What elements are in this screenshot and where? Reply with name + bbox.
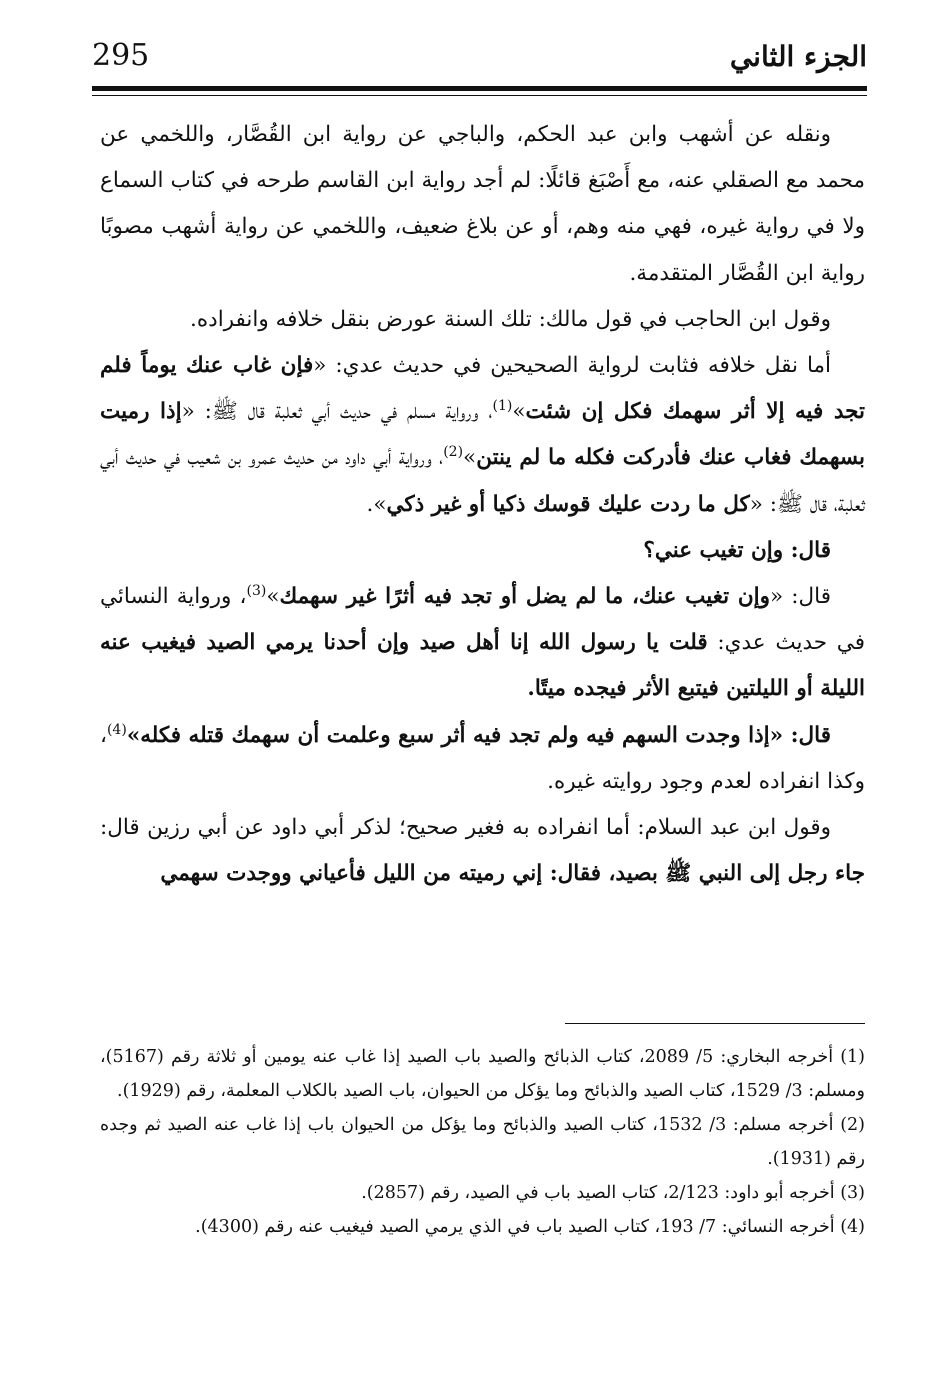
footnote-number: (4) [840, 1217, 865, 1237]
text-run: ، وكذا انفراده لعدم وجود روايته غيره. [100, 722, 865, 794]
hadith-quote: وإن تغيب عنك، ما لم يضل أو تجد فيه أثرًا غير سهمك [279, 584, 771, 610]
text-run: » [266, 584, 280, 610]
footnote-ref: (4) [106, 721, 127, 738]
footnote-text: أخرجه النسائي: 7/ 193، كتاب الصيد باب في الذي يرمي الصيد فيغيب عنه رقم (4300). [195, 1217, 835, 1237]
paragraph-2: وقول ابن الحاجب في قول مالك: تلك السنة عورض بنقل خلافه وانفراده. [190, 306, 831, 332]
footnote-separator [565, 1023, 865, 1024]
footnote-4 [100, 1210, 865, 1244]
footnote-number: (2) [840, 1115, 865, 1135]
running-title: الجزء الثاني [729, 40, 867, 73]
header-rule-thick [92, 86, 867, 91]
text-run: » [463, 445, 477, 471]
text-run: » [512, 399, 526, 425]
hadith-quote: فإن غاب عنك يوماً فلم تجد فيه إلا أثر سهمك فكل إن شئت [100, 353, 865, 425]
text-run: ». [366, 491, 387, 517]
page-header [92, 28, 867, 90]
paragraph-4 [100, 528, 865, 574]
hadith-quote: قلت يا رسول الله إنا أهل صيد وإن أحدنا يرمي الصيد فيغيب عنه الليلة أو الليلتين فيتبع الأثر فيجده ميتًا. [100, 630, 865, 702]
paragraph-1: ونقله عن أشهب وابن عبد الحكم، والباجي عن رواية ابن القُصَّار، واللخمي عن محمد مع الصقلي عنه، مع أَصْبَغ قائلًا: لم أجد رواية ابن القاسم طرحه في كتاب السماع ولا في رواية غيره، فهي منه وهم، أو عن بلاغ ضعيف، واللخمي عن رواية أشهب مصوبًا رواية ابن القُصَّار المتقدمة. [100, 122, 865, 286]
footnote-text: أخرجه مسلم: 3/ 1532، كتاب الصيد والذبائح وما يؤكل من الحيوان باب إذا غاب عنه الصيد ثم وجده رقم (1931). [100, 1115, 865, 1169]
footnote-text: أخرجه البخاري: 5/ 2089، كتاب الذبائح والصيد باب الصيد إذا غاب عنه يومين أو ثلاثة رقم (5167)، ومسلم: 3/ 1529، كتاب الصيد والذبائح وما يؤكل من الحيوان، باب الصيد بالكلاب المعلمة، رقم (1929). [100, 1047, 865, 1101]
text-run: ، ورواية النسائي في حديث عدي: [100, 584, 866, 656]
footnote-ref: (3) [246, 582, 267, 599]
footnote-number: (1) [840, 1047, 865, 1067]
footnotes [100, 1040, 865, 1244]
paragraph-6 [100, 713, 865, 805]
page-number: 295 [92, 38, 150, 73]
paragraph-5 [100, 574, 865, 713]
footnote-2 [100, 1108, 865, 1176]
text-run: ، ورواية مسلم في حديث أبي ثعلبة قال ﷺ: « [181, 399, 493, 425]
paragraph-3 [100, 343, 865, 528]
main-text [100, 112, 865, 897]
header-rule-thin [92, 95, 867, 96]
hadith-quote: إذا رميت بسهمك فغاب عنك فأدركت فكله ما لم ينتن [100, 399, 865, 471]
hadith-quote: قال: «إذا وجدت السهم فيه ولم تجد فيه أثر سبع وعلمت أن سهمك قتله فكله» [126, 722, 831, 748]
footnote-ref: (2) [443, 444, 464, 461]
text-run: أما نقل خلافه فثابت لرواية الصحيحين في حديث عدي: « [313, 353, 831, 379]
footnote-3 [100, 1176, 865, 1210]
footnote-number: (3) [840, 1183, 865, 1203]
text-run: وقول ابن عبد السلام: أما انفراده به فغير صحيح؛ لذكر أبي داود عن أبي رزين قال: [100, 815, 831, 841]
hadith-quote: قال: وإن تغيب عني؟ [643, 537, 831, 563]
text-run: قال: « [770, 584, 832, 610]
paragraph-7 [100, 805, 865, 897]
footnote-ref: (1) [492, 398, 513, 415]
text-run: ، ورواية أبي داود من حديث عمرو بن شعيب في حديث أبي ثعلبة، قال ﷺ: « [100, 445, 865, 517]
hadith-quote: كل ما ردت عليك قوسك ذكيا أو غير ذكي [386, 491, 750, 517]
footnote-1 [100, 1040, 865, 1108]
hadith-quote: جاء رجل إلى النبي ﷺ بصيد، فقال: إني رميته من الليل فأعياني ووجدت سهمي [160, 861, 865, 887]
footnote-text: أخرجه أبو داود: 2/123، كتاب الصيد باب في الصيد، رقم (2857). [361, 1183, 835, 1203]
